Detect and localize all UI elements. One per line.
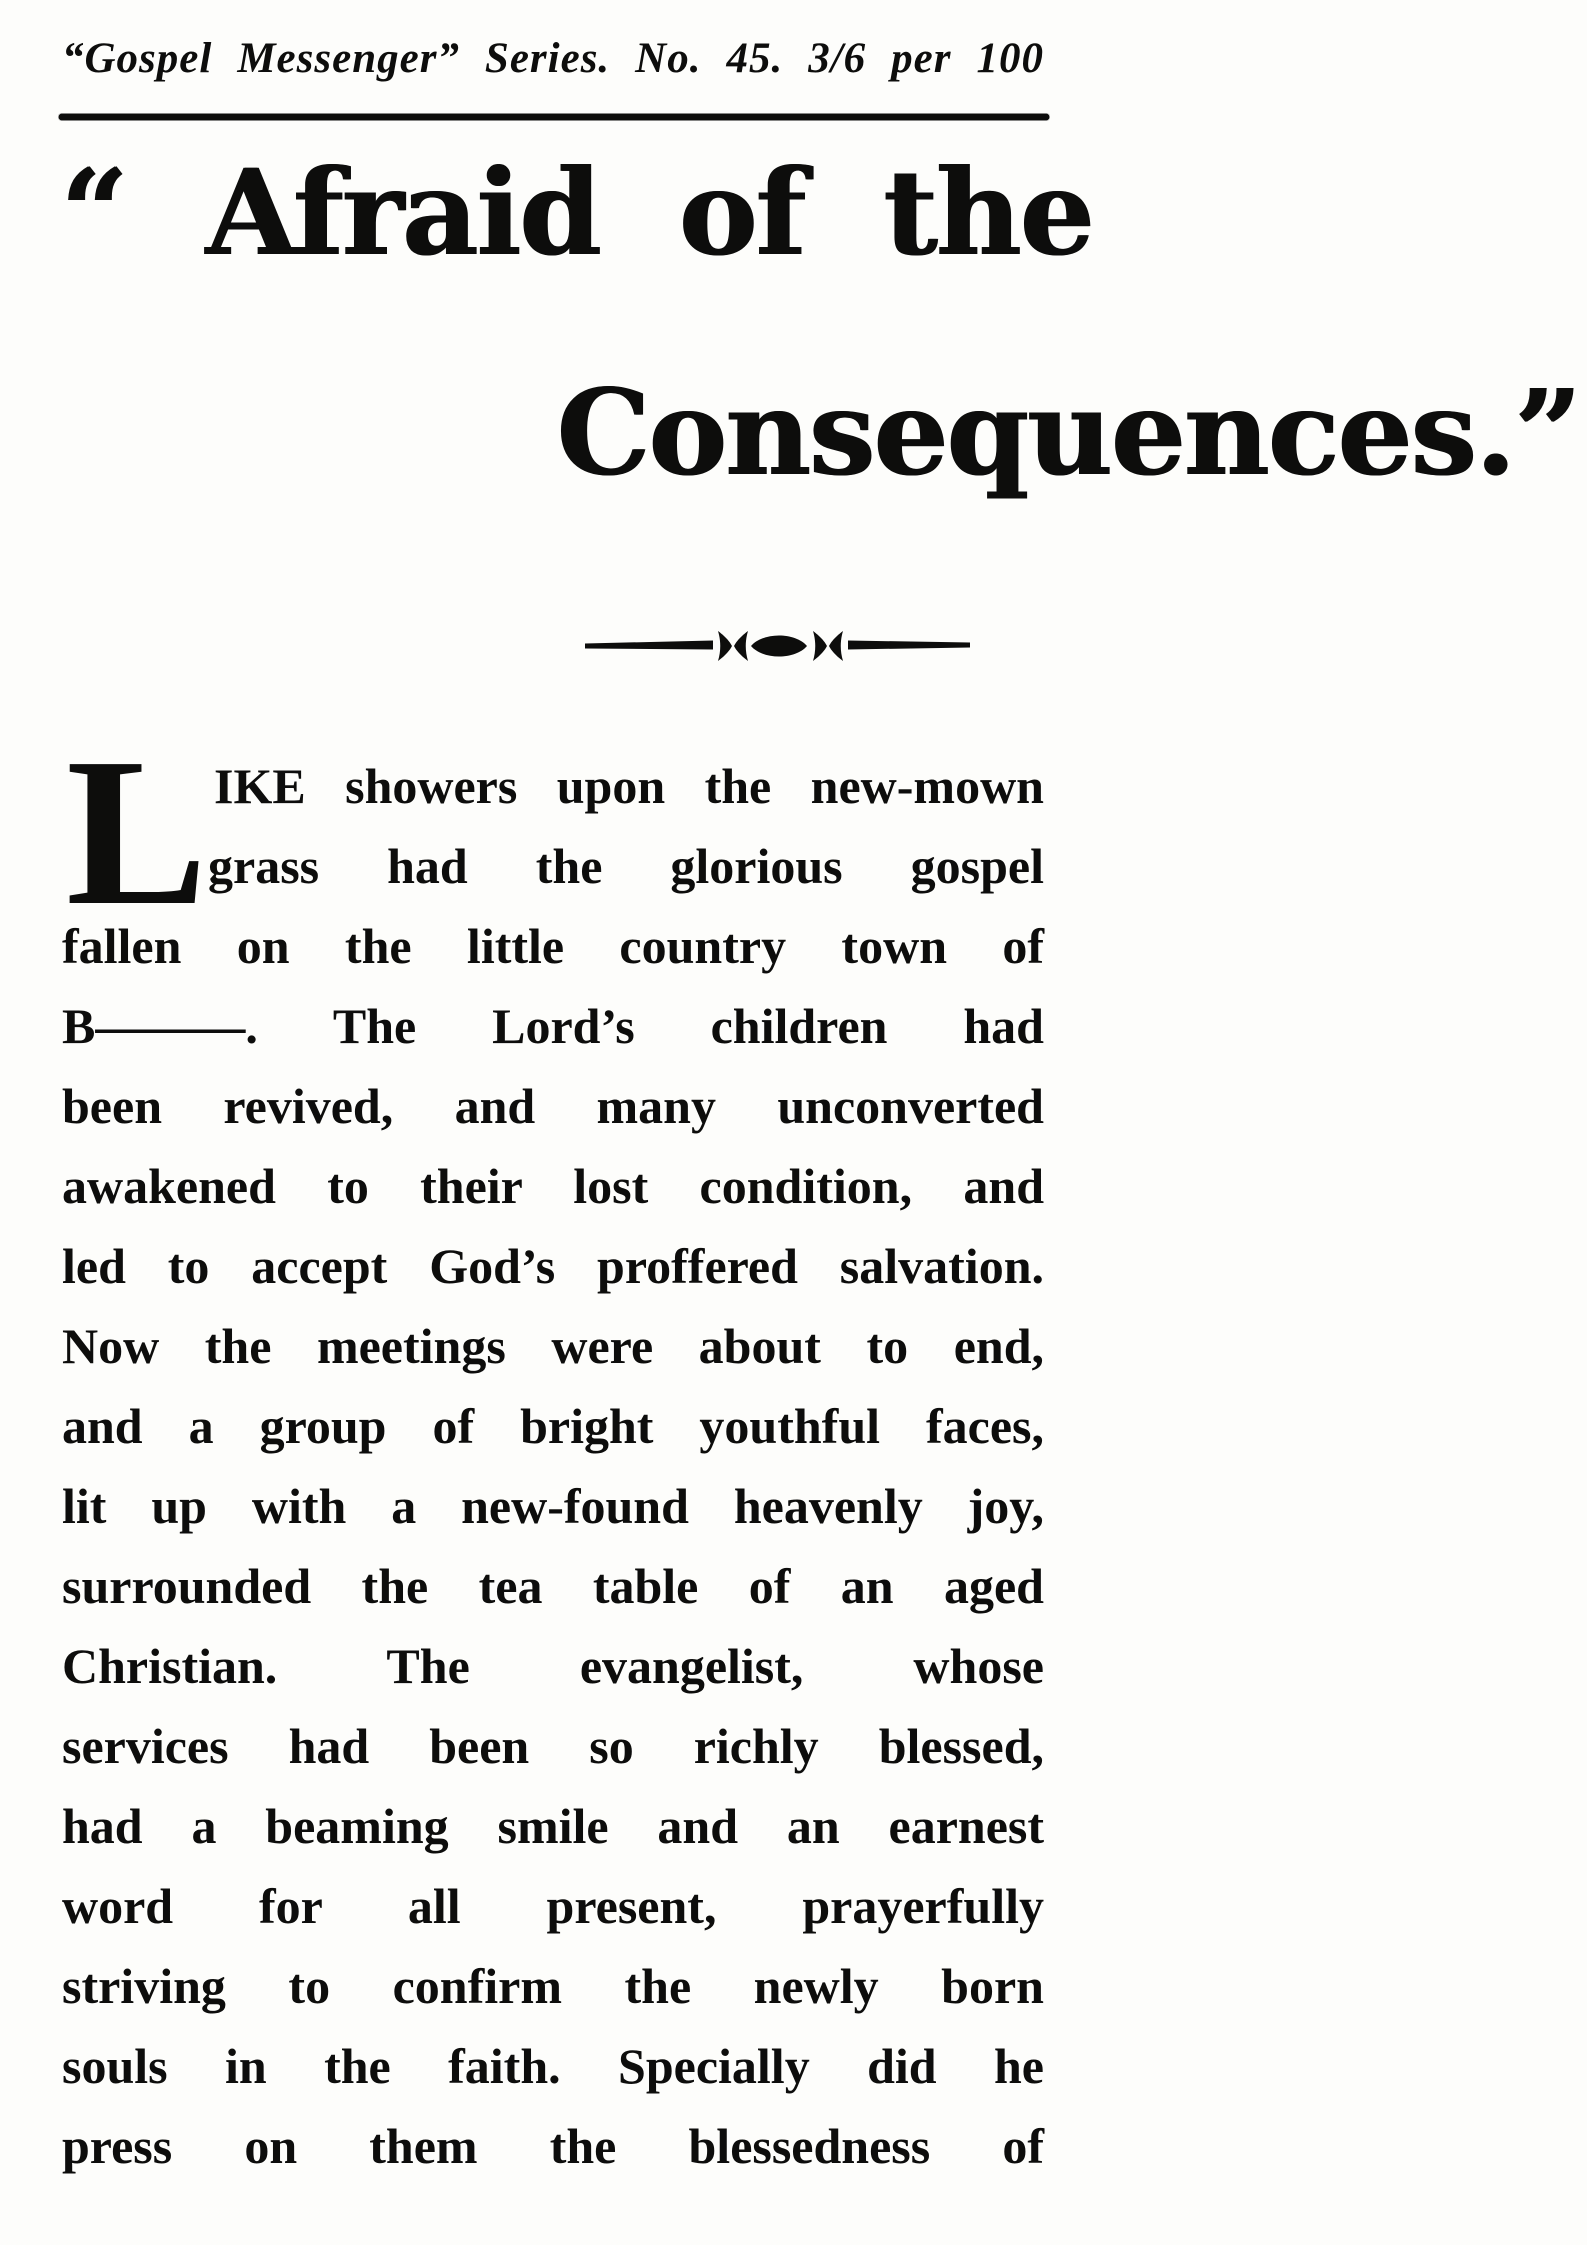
tract-title-line2: Consequences.” xyxy=(556,363,1580,502)
tract-title-line1: “ Afraid of the xyxy=(60,143,1093,282)
tapered-rule-icon xyxy=(585,620,970,672)
body-line: word for all present, prayerfully xyxy=(62,1878,1044,1934)
body-line: press on them the blessedness of xyxy=(62,2118,1044,2174)
body-line: grass had the glorious gospel xyxy=(208,838,1044,894)
header-underline-rule xyxy=(58,113,1050,121)
body-line: lit up with a new-found heavenly joy, xyxy=(62,1478,1044,1534)
body-line: services had been so richly blessed, xyxy=(62,1718,1044,1774)
body-line: fallen on the little country town of xyxy=(62,918,1044,974)
body-line: souls in the faith. Specially did he xyxy=(62,2038,1044,2094)
drop-cap-letter: L xyxy=(66,714,208,949)
series-header: “Gospel Messenger” Series. No. 45. 3/6 per 100 xyxy=(62,35,1044,82)
body-line: striving to confirm the newly born xyxy=(62,1958,1044,2014)
body-line: B———. The Lord’s children had xyxy=(62,998,1044,1054)
body-line: and a group of bright youthful faces, xyxy=(62,1398,1044,1454)
body-line: awakened to their lost condition, and xyxy=(62,1158,1044,1214)
ornamental-divider xyxy=(585,620,970,672)
body-line: been revived, and many unconverted xyxy=(62,1078,1044,1134)
body-line: Now the meetings were about to end, xyxy=(62,1318,1044,1374)
body-paragraph xyxy=(62,746,1044,2186)
body-line: Christian. The evangelist, whose xyxy=(62,1638,1044,1694)
body-line: surrounded the tea table of an aged xyxy=(62,1558,1044,1614)
body-line: had a beaming smile and an earnest xyxy=(62,1798,1044,1854)
body-line: IKE showers upon the new-mown xyxy=(214,758,1044,814)
body-line: led to accept God’s proffered salvation. xyxy=(62,1238,1044,1294)
